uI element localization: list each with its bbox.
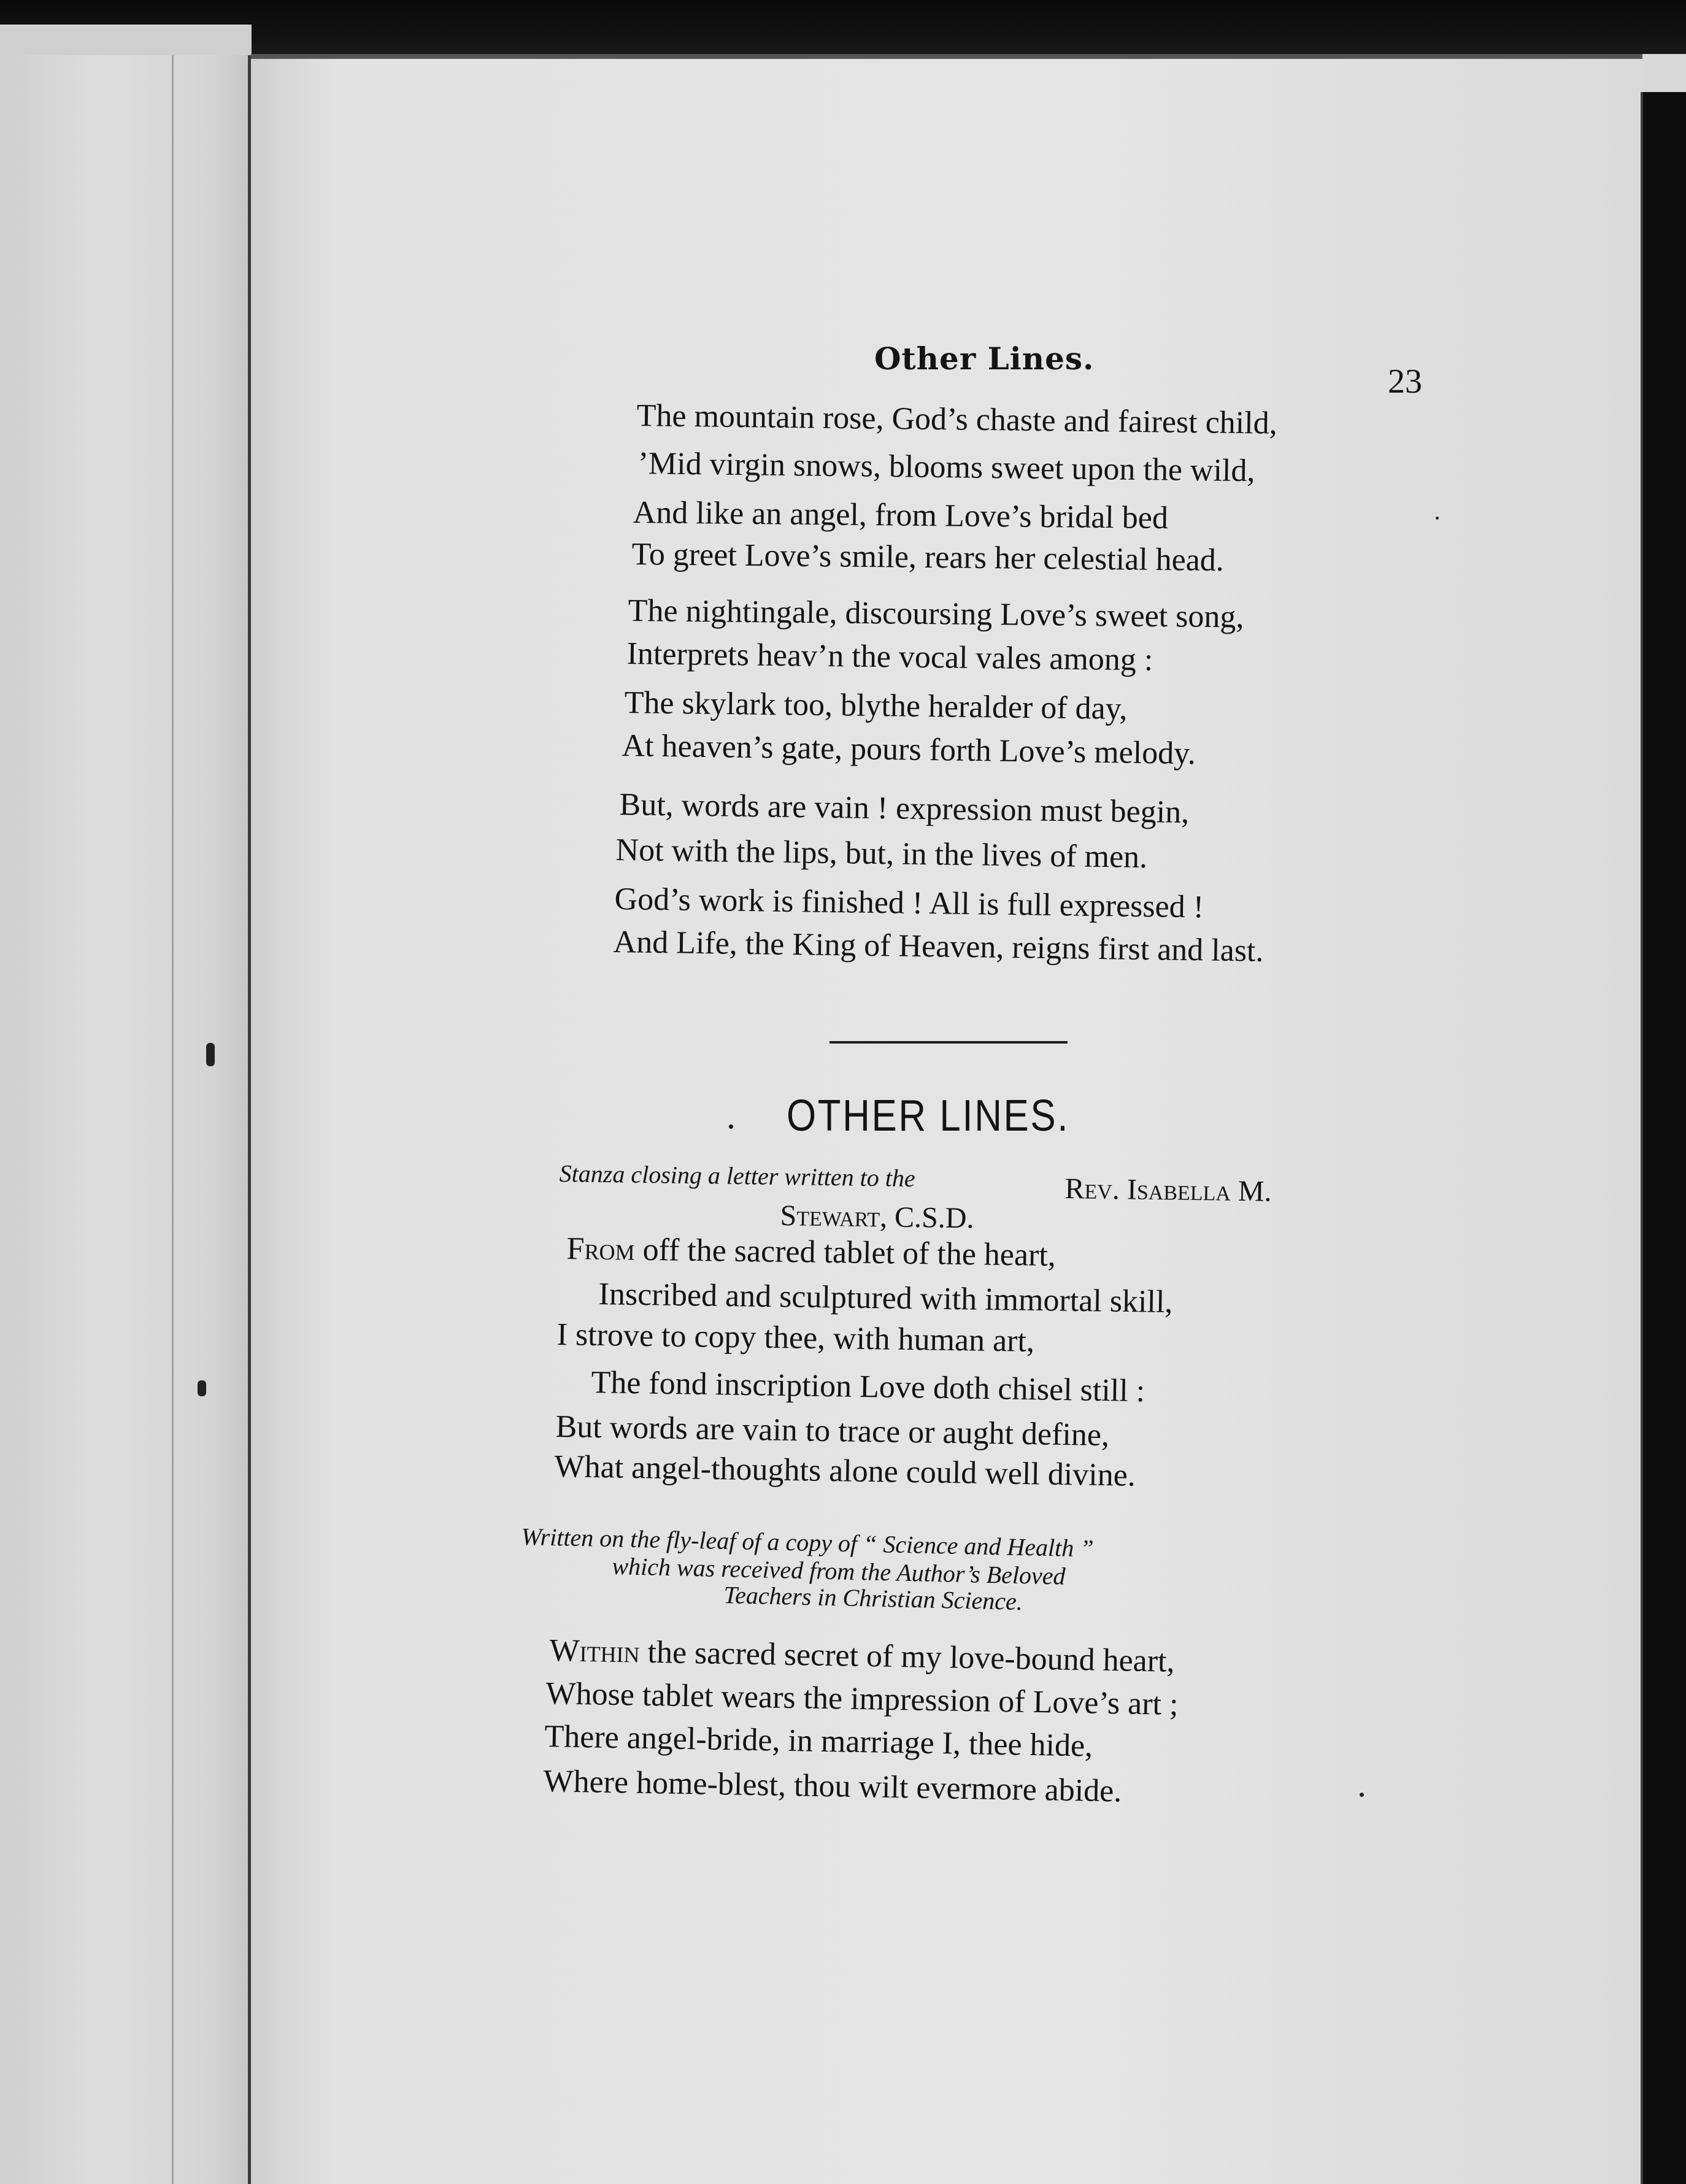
poem-line: What angel-thoughts alone could well divine. [554,1449,1136,1493]
section-bullet: . [726,1096,736,1136]
section-title: OTHER LINES. [787,1091,1070,1140]
top-scan-border [0,0,1686,54]
running-head: Other Lines. [874,340,1095,377]
binding-gutter [248,55,251,2184]
page-right-edge [1641,92,1643,2184]
section-divider [830,1041,1068,1044]
left-leaf-top [0,25,252,55]
poem-line: Where home-blest, thou wilt evermore abide. [543,1764,1122,1809]
drop-word: From [566,1231,635,1267]
binding-stitch-mark [206,1043,215,1066]
piece-note: Stanza closing a letter written to the [559,1159,915,1193]
page-top-edge [251,54,1642,59]
poem-line: To greet Love’s smile, rears her celestial head. [631,537,1225,579]
piece-note: Teachers in Christian Science. [723,1581,1023,1616]
binding-stitch-mark [198,1380,206,1396]
ink-speck [1360,1793,1364,1797]
poem-line: Inscribed and sculptured with immortal skill, [598,1277,1173,1320]
poem-line: And like an angel, from Love’s bridal bed [633,495,1169,536]
poem-line: Interprets heav’n the vocal vales among : [626,636,1153,678]
poem-line: But words are vain to trace or aught define, [555,1409,1110,1453]
left-page-edge [0,0,252,2184]
piece-note: which was received from the Author’s Beloved [612,1552,1066,1590]
poem-line: Whose tablet wears the impression of Love’s art ; [545,1676,1179,1722]
poem-line: The nightingale, discoursing Love’s sweet song, [628,593,1244,635]
poem-line: I strove to copy thee, with human art, [556,1317,1035,1359]
piece-note: Written on the fly-leaf of a copy of “ Science and Health ” [521,1523,1095,1563]
fold-shadow [172,37,174,2184]
poem-line-rest: off the sacred tablet of the heart, [634,1232,1057,1274]
poem-line: And Life, the King of Heaven, reigns first and last. [613,925,1264,969]
page-number: 23 [1388,363,1422,401]
poem-line: The skylark too, blythe heralder of day, [624,685,1128,727]
poem-line: ’Mid virgin snows, blooms sweet upon the wild, [637,446,1255,489]
poem-line: The fond inscription Love doth chisel still : [591,1365,1145,1409]
poem-line [566,1233,1056,1272]
poem-line: The mountain rose, God’s chaste and fairest child, [636,398,1278,441]
poem-line: At heaven’s gate, pours forth Love’s melody. [622,728,1196,772]
ink-speck [1436,517,1439,520]
right-scan-border [1642,92,1686,2184]
poem-line: God’s work is finished ! All is full expressed ! [614,882,1204,925]
poem-line: Not with the lips, but, in the lives of men. [615,832,1148,875]
piece-note-name: Rev. Isabella M. [1064,1172,1272,1208]
poem-line: There angel-bride, in marriage I, thee hide, [544,1719,1093,1764]
piece-note-name: Stewart, C.S.D. [780,1199,974,1235]
poem-line: But, words are vain ! expression must begin, [619,787,1190,830]
drop-word: Within [549,1633,641,1670]
poem-line-rest: the sacred secret of my love-bound heart, [639,1634,1176,1679]
